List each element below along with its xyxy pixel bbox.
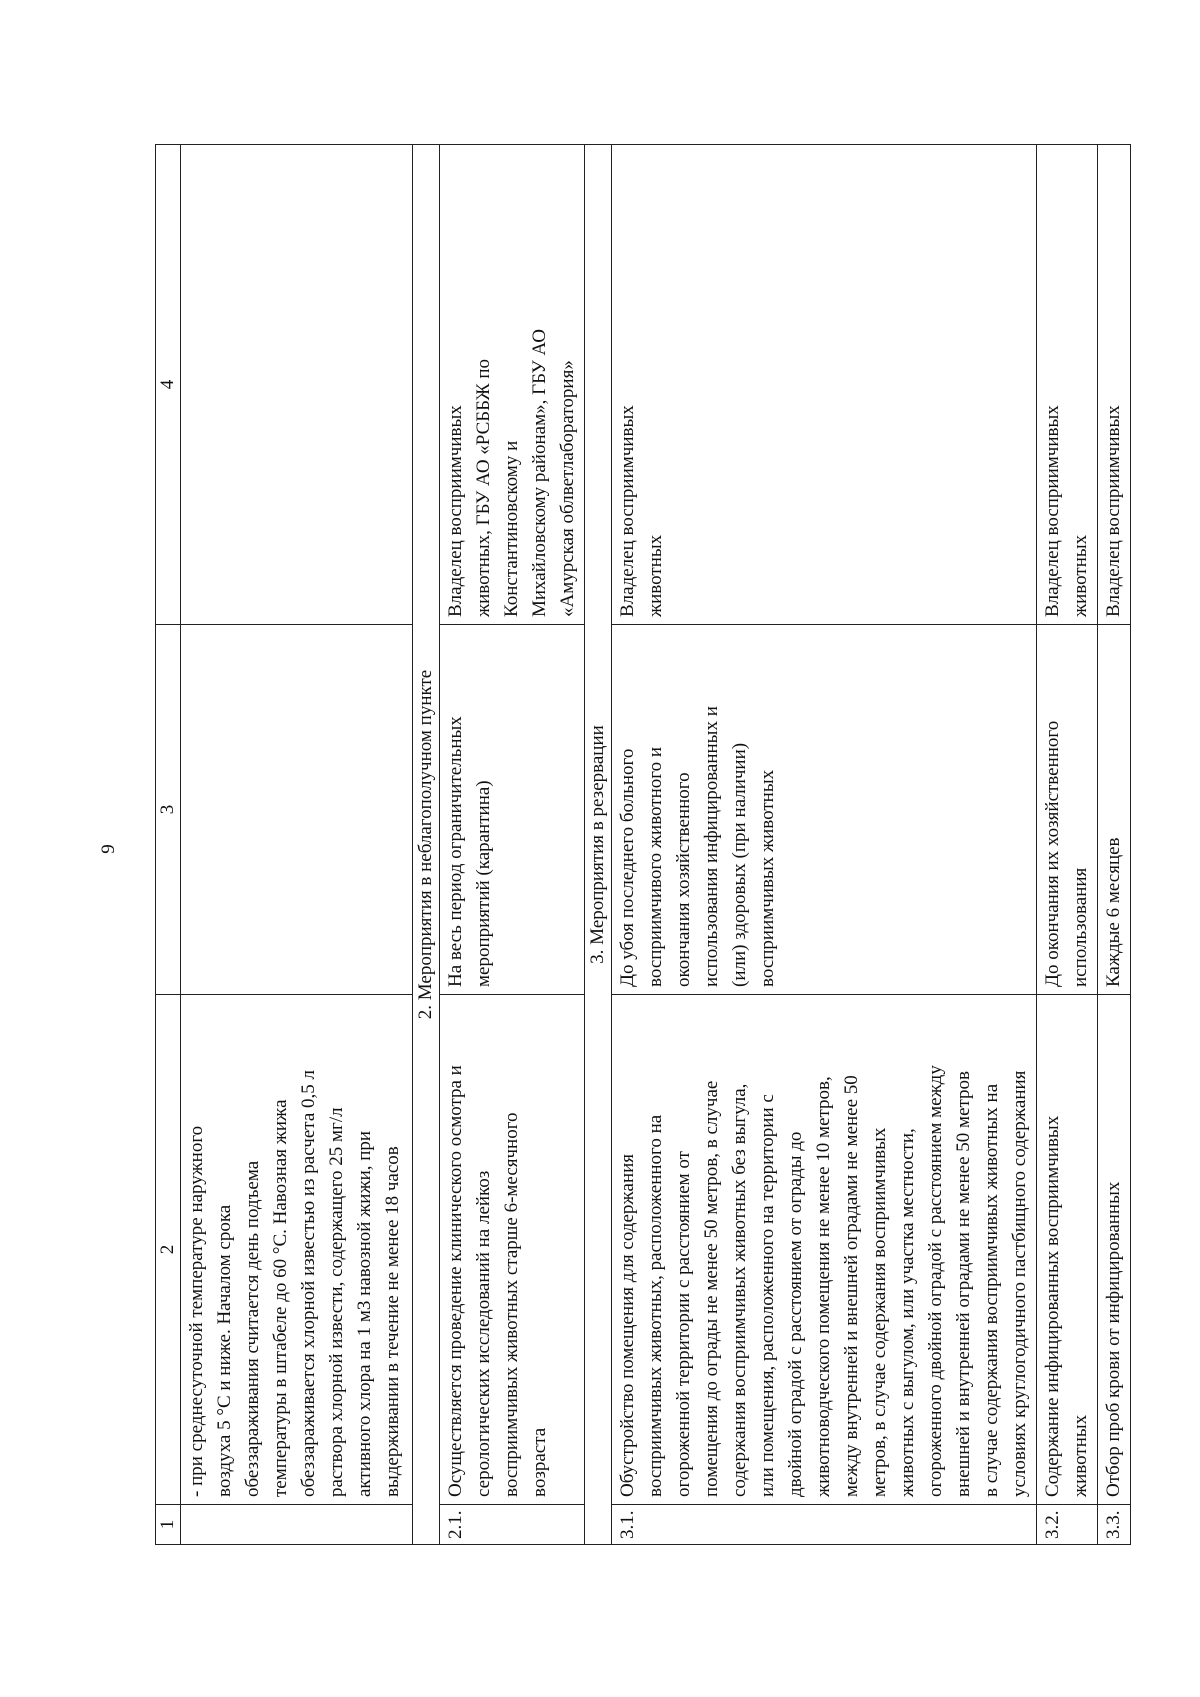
responsible-cell	[181, 145, 413, 625]
page-number: 9	[97, 844, 119, 854]
term-cell	[181, 625, 413, 995]
term-cell: Каждые 6 месяцев	[1098, 625, 1131, 995]
header-cell-3: 3	[156, 625, 181, 995]
measure-cell: Осуществляется проведение клинического осмотра и серологических исследований на лейкоз восприимчивых животных старше 6-месячного возраста	[440, 995, 585, 1505]
table-row-continuation	[181, 145, 413, 1545]
measure-cell: Обустройство помещения для содержания восприимчивых животных, расположенного на огороженной территории с расстоянием от помещения до ограды не менее 50 метров, в случае содержания восприимчивых животных без выгула, или помещения, расположенного на территории с двойной оградой с расстоянием от ограды до животноводческого помещения не менее 10 метров, между внутренней и внешней оградами не менее 50 метров, в случае содержания восприимчивых животных с выгулом, или участка местности, огороженного двойной оградой с расстоянием между внешней и внутренней оградами не менее 50 метров в случае содержания восприимчивых животных на условиях круглогодичного пастбищного содержания	[612, 995, 1037, 1505]
measures-table	[155, 144, 1131, 1545]
table-row	[440, 145, 585, 1545]
table-row	[1037, 145, 1098, 1545]
row-number: 3.1.	[612, 1505, 1037, 1545]
responsible-cell: Владелец восприимчивых	[1098, 145, 1131, 625]
term-cell: На весь период ограничительных мероприятий (карантина)	[440, 625, 585, 995]
row-number: 3.2.	[1037, 1505, 1098, 1545]
row-number	[181, 1505, 413, 1545]
section-title: 3. Мероприятия в резервации	[585, 145, 612, 1545]
header-cell-1: 1	[156, 1505, 181, 1545]
term-cell: До убоя последнего больного восприимчивого животного и окончания хозяйственного использования инфицированных и (или) здоровых (при наличии) восприимчивых животных	[612, 625, 1037, 995]
term-cell: До окончания их хозяйственного использования	[1037, 625, 1098, 995]
section-title: 2. Мероприятия в неблагополучном пункте	[413, 145, 440, 1545]
rotated-table-container	[155, 145, 1124, 1545]
responsible-cell: Владелец восприимчивых животных	[1037, 145, 1098, 625]
responsible-cell: Владелец восприимчивых животных, ГБУ АО «РСББЖ по Константиновскому и Михайловскому районам», ГБУ АО «Амурская облветлаборатория»	[440, 145, 585, 625]
responsible-cell: Владелец восприимчивых животных	[612, 145, 1037, 625]
measure-cell: - при среднесуточной температуре наружного воздуха 5 °С и ниже. Началом срока обеззараживания считается день подъема температуры в штабеле до 60 °С. Навозная жижа обеззараживается хлорной известью из расчета 0,5 л раствора хлорной извести, содержащего 25 мг/л активного хлора на 1 м3 навозной жижи, при выдерживании в течение не менее 18 часов	[181, 995, 413, 1505]
header-cell-2: 2	[156, 995, 181, 1505]
table-row	[1098, 145, 1131, 1545]
header-cell-4: 4	[156, 145, 181, 625]
measure-cell: Отбор проб крови от инфицированных	[1098, 995, 1131, 1505]
header-row	[156, 145, 181, 1545]
section-header-row	[585, 145, 612, 1545]
row-number: 3.3.	[1098, 1505, 1131, 1545]
table-row	[612, 145, 1037, 1545]
measure-cell: Содержание инфицированных восприимчивых животных	[1037, 995, 1098, 1505]
row-number: 2.1.	[440, 1505, 585, 1545]
section-header-row	[413, 145, 440, 1545]
